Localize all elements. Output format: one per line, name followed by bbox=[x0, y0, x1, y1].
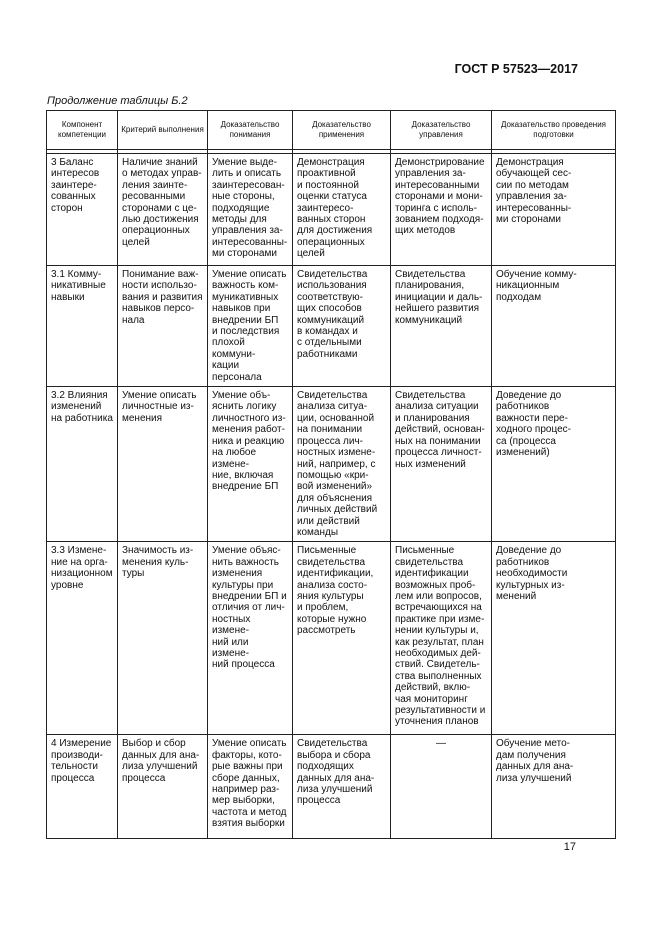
table-cell: Наличие знаний о методах управ- ления заинте- ресованными сторонами с це- лью достижения операционных целей bbox=[122, 157, 202, 248]
table-cell: 4 Измерение производи- тельности процесса bbox=[51, 738, 112, 784]
column-header-understanding: Доказательство понимания bbox=[208, 111, 293, 150]
table-cell: Демонстрирование управления за- интересованными сторонами и мони- торинга с исполь- зованием подходя- щих методов bbox=[395, 157, 485, 237]
table-cell: Умение выде- лить и описать заинтересован- ные стороны, подходящие методы для управления за- интересованны- ми сторонами bbox=[212, 157, 288, 260]
table-cell: 3.3 Измене- ние на орга- низационном уровне bbox=[51, 545, 113, 591]
page-number: 17 bbox=[563, 841, 576, 853]
competence-table bbox=[46, 110, 616, 839]
table-caption: Продолжение таблицы Б.2 bbox=[47, 95, 188, 107]
table-cell: 3.2 Влияния изменений на работника bbox=[51, 390, 113, 424]
table-cell: Умение описать личностные из- менения bbox=[122, 390, 197, 424]
table-cell: Умение описать факторы, кото- рые важны при сборе данных, например раз- мер выборки, частота и метод взятия выборки bbox=[212, 738, 287, 830]
table-cell: 3 Баланс интересов заинтере- сованных сторон bbox=[51, 157, 100, 214]
table-row bbox=[47, 542, 616, 735]
table-cell: Обучение мето- дам получения данных для ана- лиза улучшений bbox=[496, 738, 574, 784]
table-row bbox=[47, 266, 616, 387]
table-cell: — bbox=[436, 738, 446, 750]
table-cell: Выбор и сбор данных для ана- лиза улучшений процесса bbox=[122, 738, 200, 784]
table-cell: Доведение до работников необходимости культурных из- менений bbox=[496, 545, 568, 602]
table-cell: Умение описать важность ком- муникативных навыков при внедрении БП и последствия плохой коммуни- кации персонала bbox=[212, 269, 287, 383]
table-cell: Свидетельства выбора и сбора подходящих данных для ана- лиза улучшений процесса bbox=[297, 738, 375, 807]
table-cell: Умение объ- яснить логику личностного из- менения работ- ника и реакцию на любое измене- ние, включая внедрение БП bbox=[212, 390, 286, 493]
table-row bbox=[47, 735, 616, 839]
table-cell: Понимание важ- ности использо- вания и развития навыков персо- нала bbox=[122, 269, 203, 326]
column-header-component: Компонент компетенции bbox=[47, 111, 118, 150]
column-header-management: Доказательство управления bbox=[391, 111, 492, 150]
column-header-training: Доказательство проведения подготовки bbox=[492, 111, 616, 150]
table-cell: Свидетельства использования соответствую- щих способов коммуникаций в командах и с отдельными работниками bbox=[297, 269, 368, 360]
table-cell: Письменные свидетельства идентификации, анализа состо- яния культуры и проблем, которые нужно рассмотреть bbox=[297, 545, 374, 637]
table-header-row bbox=[47, 111, 616, 150]
table-cell: Свидетельства планирования, инициации и даль- нейшего развития коммуникаций bbox=[395, 269, 483, 326]
table-cell: 3.1 Комму- никативные навыки bbox=[51, 269, 106, 303]
column-header-criterion: Критерий выполнения bbox=[118, 111, 208, 150]
table-cell: Свидетельства анализа ситуации и планирования действий, основан- ных на понимании процесса личност- ных изменений bbox=[395, 390, 485, 470]
table-cell: Значимость из- менения куль- туры bbox=[122, 545, 194, 580]
table-cell: Свидетельства анализа ситуа- ции, основанной на понимании процесса лич- ностных измене- ний, например, с помощью «кри- вой изменений» для объяснения личных действий или действий команды bbox=[297, 390, 378, 538]
column-header-application: Доказательство применения bbox=[293, 111, 391, 150]
document-code: ГОСТ Р 57523—2017 bbox=[454, 62, 578, 76]
table-cell: Обучение комму- никационным подходам bbox=[496, 269, 577, 303]
table-cell: Демонстрация обучающей сес- сии по методам управления за- интересованны- ми сторонами bbox=[496, 157, 572, 226]
table-cell: Письменные свидетельства идентификации возможных проб- лем или вопросов, встречающихся на практике при изме- нении культуры и, как результат, план необходимых дей- ствий. Свидетель- ства выполненных действий, вклю- чая мониторинг результативности и уточнения планов bbox=[395, 545, 486, 728]
table-cell: Демонстрация проактивной и постоянной оценки статуса заинтересо- ванных сторон для достижения операционных целей bbox=[297, 157, 373, 260]
table-cell: Доведение до работников важности пере- ходного процес- са (процесса изменений) bbox=[496, 390, 571, 459]
table-row bbox=[47, 387, 616, 542]
table-row bbox=[47, 154, 616, 266]
table-cell: Умение объяс- нить важность изменения культуры при внедрении БП и отличия от лич- ностных измене- ний или измене- ний процесса bbox=[212, 545, 287, 671]
